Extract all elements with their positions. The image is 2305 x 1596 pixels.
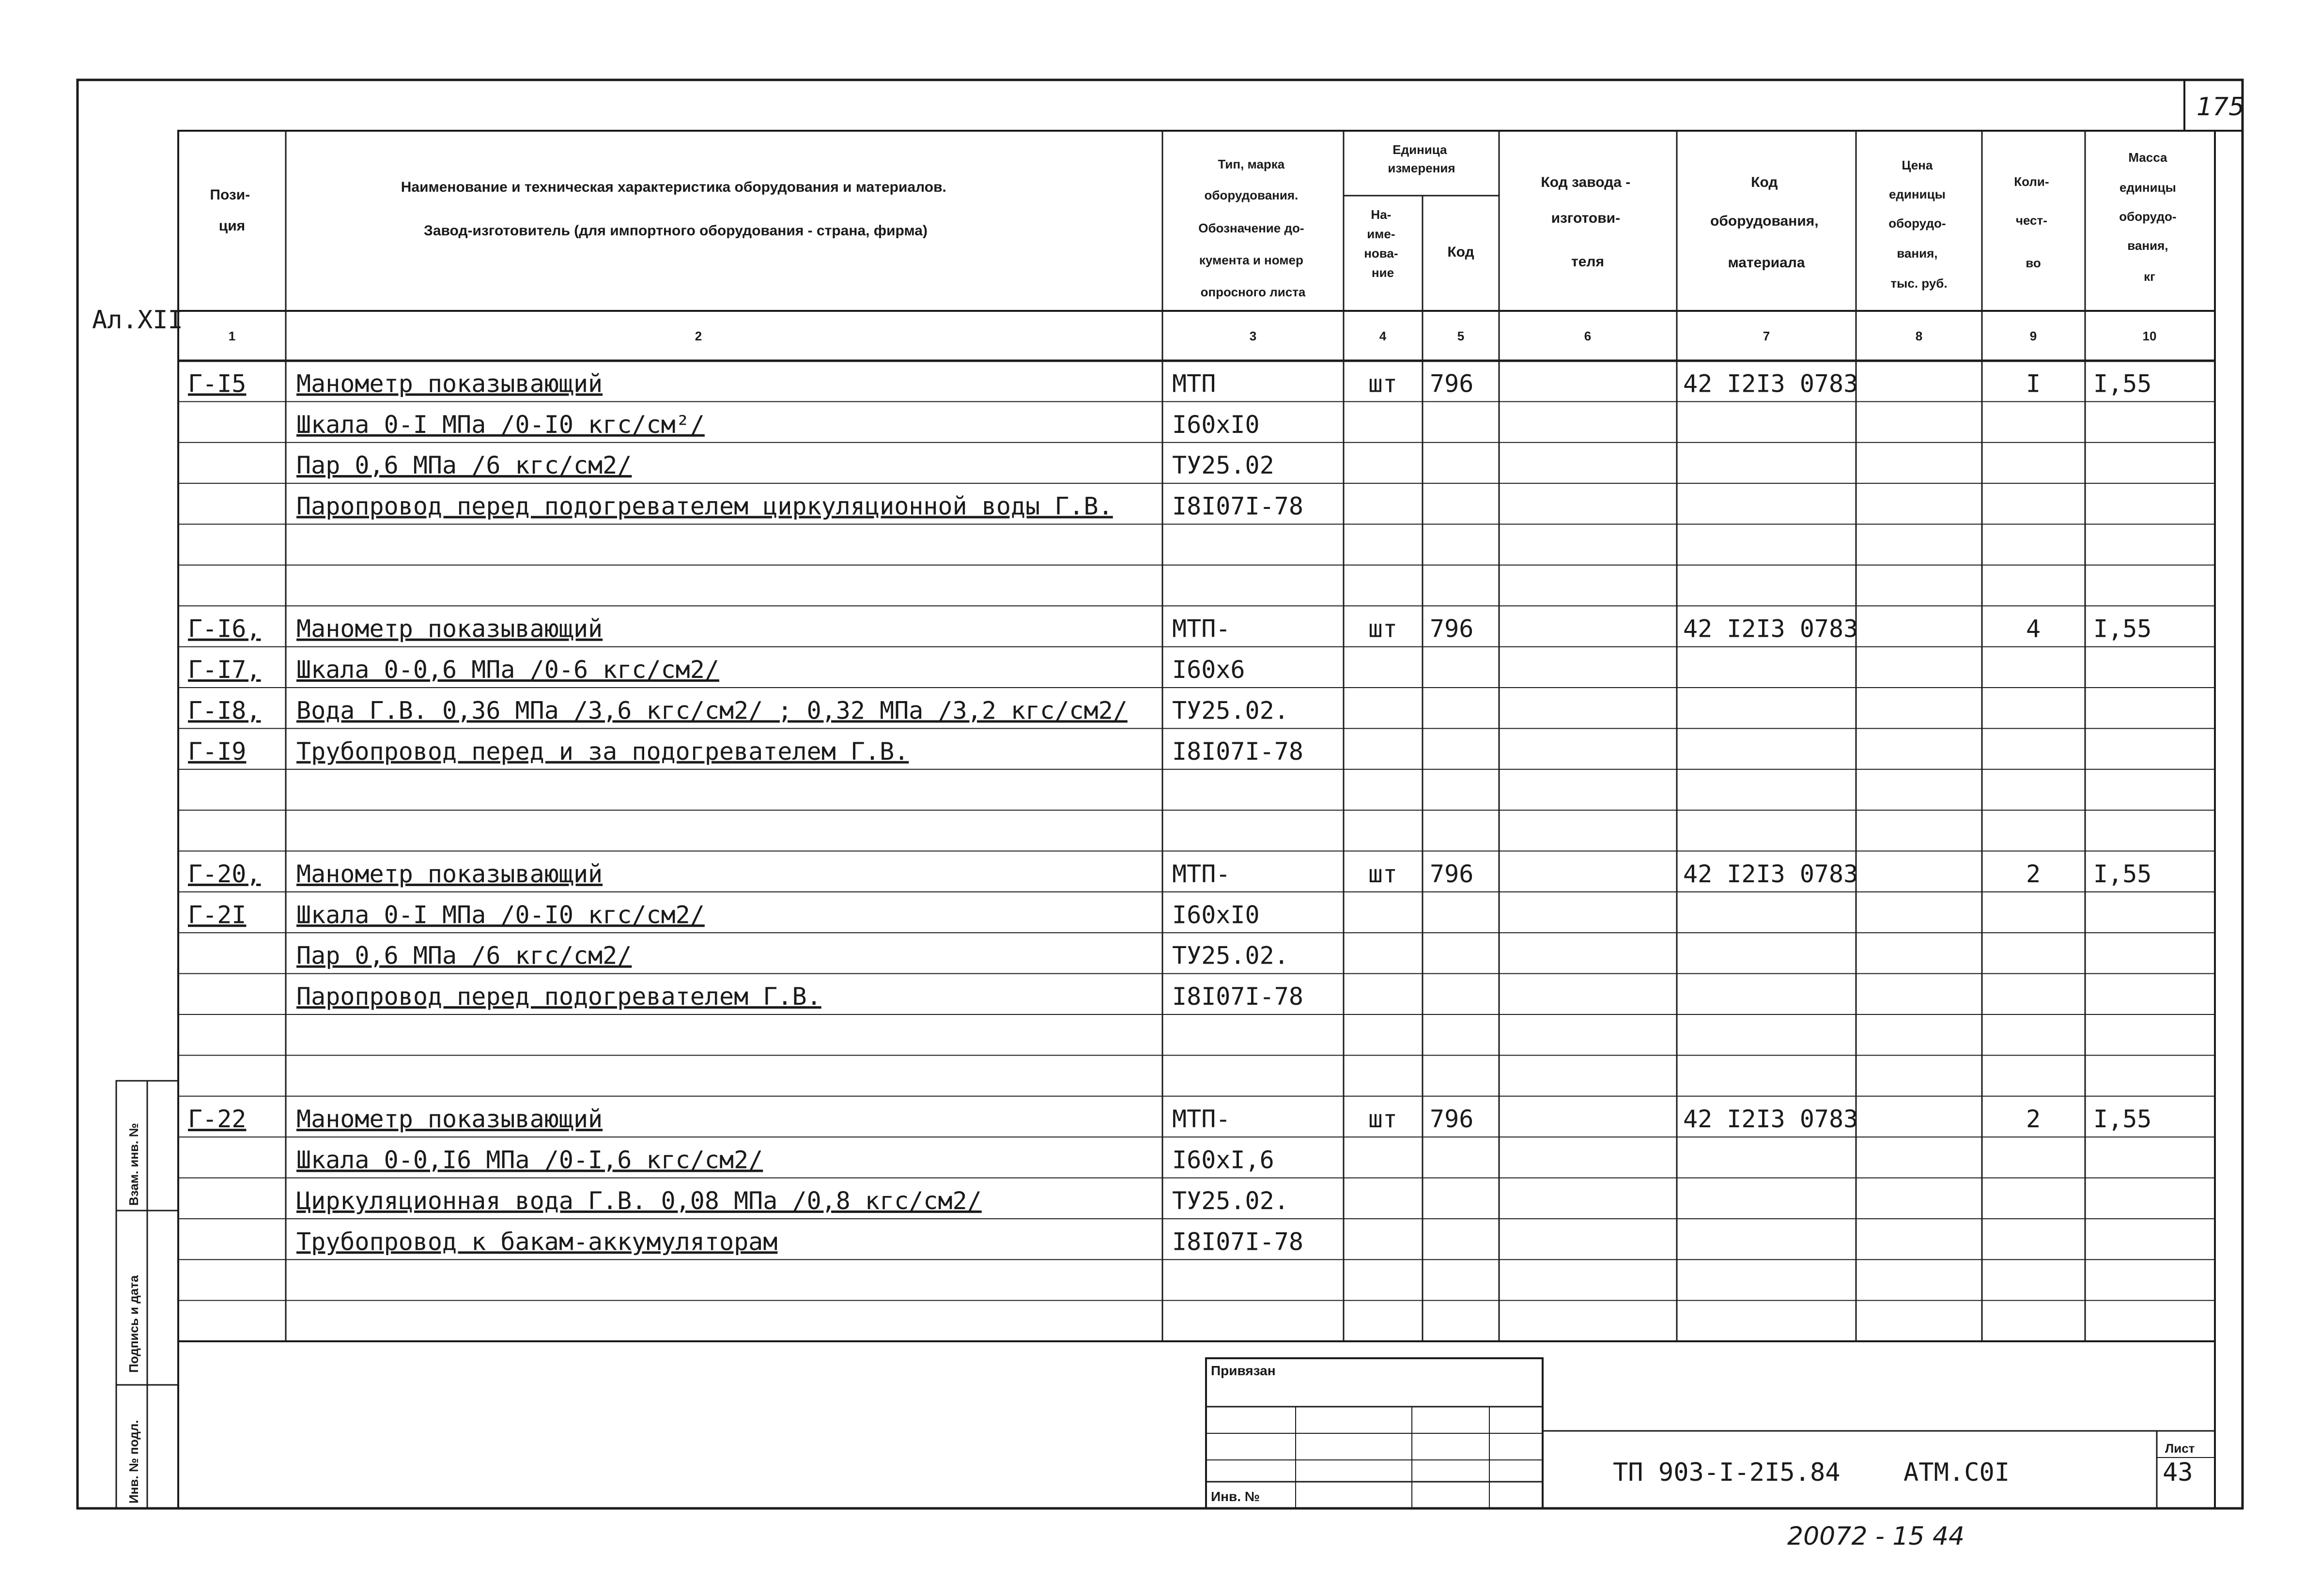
cell-name: Шкала 0-0,6 МПа /0-6 кгс/см2/	[296, 656, 719, 684]
cell-unit: шт	[1368, 859, 1398, 888]
cell-name: Шкала 0-I МПа /0-I0 кгс/см²/	[296, 410, 705, 439]
cell-name: Паропровод перед подогревателем циркуляционной воды Г.В.	[296, 492, 1113, 521]
header-name: Наименование и техническая характеристика оборудования и материалов. Завод-изготовитель (для импортного оборудования - страна, фирма)	[401, 179, 946, 239]
cell-name: Вода Г.В. 0,36 МПа /3,6 кгс/см2/ ; 0,32 МПа /3,2 кгс/см2/	[296, 696, 1128, 725]
cell-equipment-code: 42 I2I3 0783	[1683, 859, 1858, 888]
table-header	[210, 142, 2180, 343]
cell-name: Манометр показывающий	[296, 859, 603, 888]
table-row	[296, 1228, 1303, 1256]
cell-type: МТП	[1172, 369, 1216, 398]
svg-text:1: 1	[228, 329, 236, 343]
cell-type: I8I07I-78	[1172, 1228, 1303, 1256]
cell-unit-code: 796	[1430, 614, 1474, 643]
cell-position: Г-20,	[188, 859, 261, 888]
cell-mass: I,55	[2093, 1105, 2152, 1134]
cell-position: Г-I6,	[188, 614, 261, 643]
table-row	[188, 615, 2151, 643]
cell-mass: I,55	[2093, 859, 2152, 888]
cell-type: I60хI0	[1172, 410, 1260, 439]
cell-name: Циркуляционная вода Г.В. 0,08 МПа /0,8 кгс/см2/	[296, 1186, 982, 1215]
cell-type: I60х6	[1172, 656, 1245, 684]
svg-text:10: 10	[2142, 329, 2157, 343]
header-column-numbers	[229, 329, 2157, 343]
cell-type: ТУ25.02	[1172, 451, 1274, 480]
cell-type: ТУ25.02.	[1172, 696, 1289, 725]
table-row	[296, 1187, 1289, 1215]
svg-text:7: 7	[1763, 329, 1770, 343]
outer-frame	[77, 80, 2243, 1508]
cell-quantity: 2	[2026, 1105, 2041, 1134]
cell-name: Манометр показывающий	[296, 1105, 603, 1134]
header-unit-name: На- име- нова- ние	[1364, 207, 1398, 280]
cell-quantity: 2	[2026, 859, 2041, 888]
cell-mass: I,55	[2093, 369, 2152, 398]
cell-type: МТП-	[1172, 1105, 1231, 1134]
cell-equipment-code: 42 I2I3 0783	[1683, 1105, 1858, 1134]
table-row	[188, 860, 2151, 888]
cell-position: Г-2I	[188, 901, 247, 929]
header-unit-group: Единица измерения	[1388, 142, 1455, 175]
svg-text:9: 9	[2029, 329, 2037, 343]
cell-quantity: 4	[2026, 614, 2041, 643]
cell-name: Шкала 0-I МПа /0-I0 кгс/см2/	[296, 901, 705, 929]
table-row	[296, 411, 1260, 439]
table-row	[188, 1105, 2151, 1133]
cell-name: Паропровод перед подогревателем Г.В.	[296, 982, 821, 1011]
cell-name: Манометр показывающий	[296, 614, 603, 643]
header-position: Пози- ция	[210, 187, 250, 234]
header-type: Тип, марка оборудования. Обозначение до- кумента и номер опросного листа	[1198, 157, 1306, 299]
cell-name: Трубопровод к бакам-аккумуляторам	[296, 1228, 778, 1256]
cell-type: I60хI,6	[1172, 1146, 1274, 1174]
cell-position: Г-I7,	[188, 656, 261, 684]
cell-type: МТП-	[1172, 859, 1231, 888]
table-row	[296, 451, 1274, 479]
album-label: Ал.XII	[92, 306, 183, 335]
cell-name: Шкала 0-0,I6 МПа /0-I,6 кгс/см2/	[296, 1146, 763, 1174]
side-stamp	[116, 1081, 178, 1508]
sheet-number-handwritten: 175	[2197, 92, 2245, 122]
cell-unit: шт	[1368, 614, 1398, 643]
table-row	[188, 901, 1260, 929]
binding-stamp	[1206, 1358, 1543, 1508]
cell-name: Трубопровод перед и за подогревателем Г.В.	[296, 737, 909, 766]
side-stamp-original-inv: Инв. № подл.	[126, 1420, 141, 1504]
archive-number-handwritten: 20072 - 15 44	[1787, 1522, 1965, 1551]
cell-name: Пар 0,6 МПа /6 кгс/см2/	[296, 941, 632, 970]
svg-text:8: 8	[1915, 329, 1923, 343]
table-row	[188, 656, 1245, 684]
cell-type: I60хI0	[1172, 901, 1260, 929]
svg-text:5: 5	[1457, 329, 1465, 343]
header-quantity: Коли- чест- во	[2014, 174, 2049, 270]
document-mark: АТМ.С0I	[1903, 1458, 2010, 1487]
sheet-number: 43	[2163, 1458, 2193, 1487]
cell-quantity: I	[2026, 369, 2041, 398]
svg-text:3: 3	[1249, 329, 1257, 343]
table-body	[188, 369, 2151, 1256]
cell-unit-code: 796	[1430, 369, 1474, 398]
cell-equipment-code: 42 I2I3 0783	[1683, 369, 1858, 398]
cell-type: I8I07I-78	[1172, 982, 1303, 1011]
cell-name: Пар 0,6 МПа /6 кгс/см2/	[296, 451, 632, 480]
table-frame	[178, 131, 2215, 1508]
header-equipment-code: Код оборудования, материала	[1710, 174, 1819, 271]
cell-mass: I,55	[2093, 614, 2152, 643]
inventory-number-label: Инв. №	[1211, 1489, 1260, 1504]
side-stamp-replace-inv: Взам. инв. №	[126, 1123, 141, 1206]
cell-type: МТП-	[1172, 614, 1231, 643]
cell-position: Г-22	[188, 1105, 247, 1134]
cell-position: Г-I9	[188, 737, 247, 766]
table-row	[296, 492, 1303, 521]
cell-position: Г-I8,	[188, 696, 261, 725]
cell-type: I8I07I-78	[1172, 737, 1303, 766]
document-code: ТП 903-I-2I5.84	[1613, 1458, 1841, 1487]
table-row	[296, 982, 1303, 1011]
binding-stamp-label: Привязан	[1211, 1363, 1276, 1378]
cell-unit: шт	[1368, 369, 1398, 398]
title-block	[1543, 1431, 2215, 1508]
cell-unit-code: 796	[1430, 859, 1474, 888]
side-stamp-signature-date: Подпись и дата	[126, 1275, 141, 1373]
cell-equipment-code: 42 I2I3 0783	[1683, 614, 1858, 643]
header-plant-code: Код завода - изготови- теля	[1541, 174, 1631, 270]
cell-name: Манометр показывающий	[296, 369, 603, 398]
header-price: Цена единицы оборудо- вания, тыс. руб.	[1888, 158, 1948, 291]
sheet-label: Лист	[2165, 1441, 2195, 1456]
cell-unit-code: 796	[1430, 1105, 1474, 1134]
svg-text:2: 2	[695, 329, 702, 343]
table-row	[188, 696, 1289, 724]
table-row	[296, 942, 1289, 970]
cell-unit: шт	[1368, 1105, 1398, 1134]
cell-type: I8I07I-78	[1172, 492, 1303, 521]
svg-text:4: 4	[1379, 329, 1387, 343]
cell-position: Г-I5	[188, 369, 247, 398]
table-row	[188, 369, 2151, 398]
table-row	[188, 737, 1303, 766]
cell-type: ТУ25.02.	[1172, 941, 1289, 970]
header-unit-code: Код	[1447, 244, 1474, 260]
table-row	[296, 1146, 1274, 1174]
svg-text:6: 6	[1584, 329, 1592, 343]
cell-type: ТУ25.02.	[1172, 1186, 1289, 1215]
header-mass: Масса единицы оборудо- вания, кг	[2119, 150, 2177, 284]
